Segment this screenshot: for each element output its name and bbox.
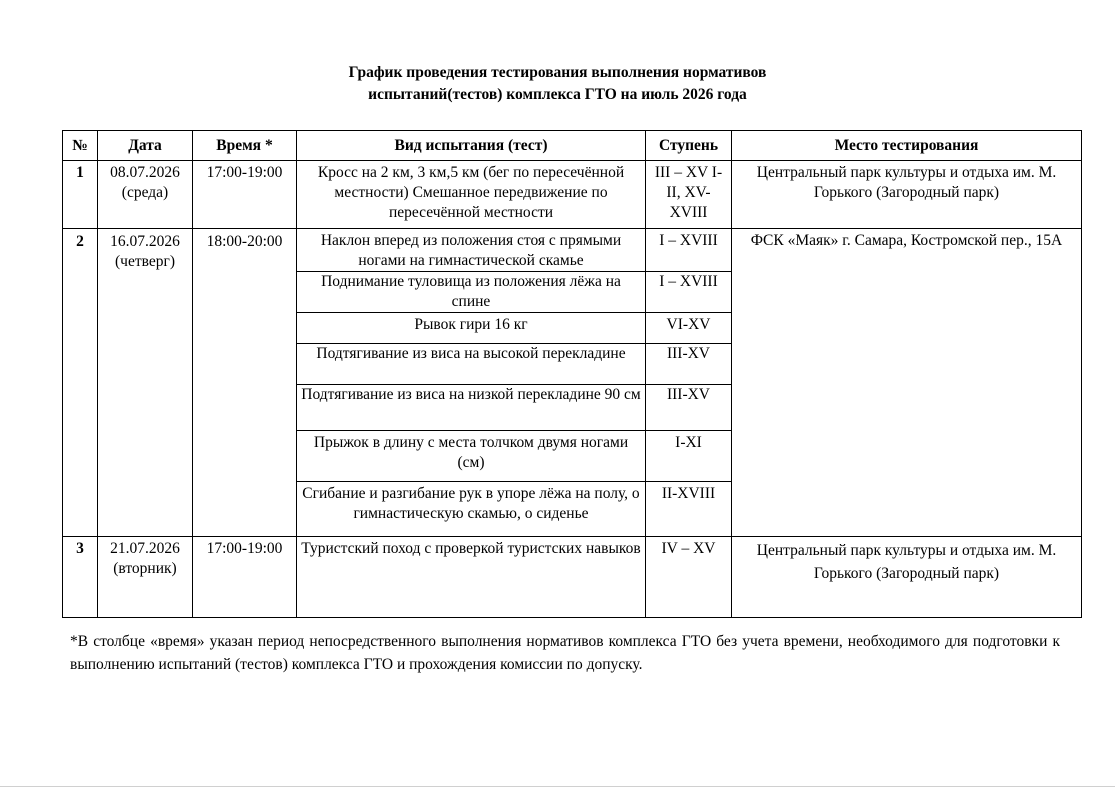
row-time: 18:00-20:00: [193, 229, 297, 537]
header-time: Время *: [193, 131, 297, 161]
header-date: Дата: [98, 131, 193, 161]
row-number: 3: [63, 537, 98, 618]
table-row: [63, 537, 1082, 618]
row-date: [98, 161, 193, 229]
footnote: *В столбце «время» указан период непосредственного выполнения нормативов комплекса ГТО без учета времени, необходимого для подготовки к выполнению испытаний (тестов) комплекса ГТО и прохождения комиссии по допуску.: [70, 633, 1060, 673]
test-stage: I – XVIII: [646, 272, 732, 313]
row-number: 2: [63, 229, 98, 537]
row-number: 1: [63, 161, 98, 229]
weekday-value: (вторник): [113, 560, 177, 577]
row-date: [98, 537, 193, 618]
date-value: 16.07.2026: [110, 233, 180, 250]
test-stage: VI-XV: [646, 313, 732, 344]
test-stage: III-XV: [646, 344, 732, 385]
test-name: Поднимание туловища из положения лёжа на спине: [297, 272, 646, 313]
test-name: Наклон вперед из положения стоя с прямыми ногами на гимнастической скамье: [297, 229, 646, 272]
test-stage: IV – XV: [646, 537, 732, 618]
test-stage: I – XVIII: [646, 229, 732, 272]
test-stage: III-XV: [646, 385, 732, 431]
document-title: [0, 62, 1115, 106]
table-row: [63, 229, 1082, 272]
test-stage: II-XVIII: [646, 482, 732, 537]
test-name: Сгибание и разгибание рук в упоре лёжа на полу, о гимнастическую скамью, о сиденье: [297, 482, 646, 537]
page-divider: [0, 786, 1115, 787]
weekday-value: (среда): [121, 184, 169, 201]
table-header-row: [63, 131, 1082, 161]
weekday-value: (четверг): [115, 253, 175, 270]
row-place: Центральный парк культуры и отдыха им. М. Горького (Загородный парк): [732, 161, 1082, 229]
title-line-2: испытаний(тестов) комплекса ГТО на июль 2026 года: [368, 86, 747, 103]
row-time: 17:00-19:00: [193, 537, 297, 618]
test-name: Подтягивание из виса на высокой перекладине: [297, 344, 646, 385]
table-row: [63, 161, 1082, 229]
test-name: Прыжок в длину с места толчком двумя ногами (см): [297, 431, 646, 482]
header-stage: Ступень: [646, 131, 732, 161]
row-time: 17:00-19:00: [193, 161, 297, 229]
test-stage: III – XV I-II, XV-XVIII: [646, 161, 732, 229]
test-name: Кросс на 2 км, 3 км,5 км (бег по пересечённой местности) Смешанное передвижение по пересечённой местности: [297, 161, 646, 229]
row-date: [98, 229, 193, 537]
test-name: Туристский поход с проверкой туристских навыков: [297, 537, 646, 618]
test-name: Рывок гири 16 кг: [297, 313, 646, 344]
header-number: №: [63, 131, 98, 161]
row-place: Центральный парк культуры и отдыха им. М. Горького (Загородный парк): [732, 537, 1082, 618]
schedule-table: [62, 130, 1082, 618]
header-place: Место тестирования: [732, 131, 1082, 161]
date-value: 08.07.2026: [110, 164, 180, 181]
test-name: Подтягивание из виса на низкой перекладине 90 см: [297, 385, 646, 431]
title-line-1: График проведения тестирования выполнения нормативов: [348, 64, 767, 81]
row-place: ФСК «Маяк» г. Самара, Костромской пер., 15А: [732, 229, 1082, 537]
date-value: 21.07.2026: [110, 540, 180, 557]
header-test: Вид испытания (тест): [297, 131, 646, 161]
test-stage: I-XI: [646, 431, 732, 482]
